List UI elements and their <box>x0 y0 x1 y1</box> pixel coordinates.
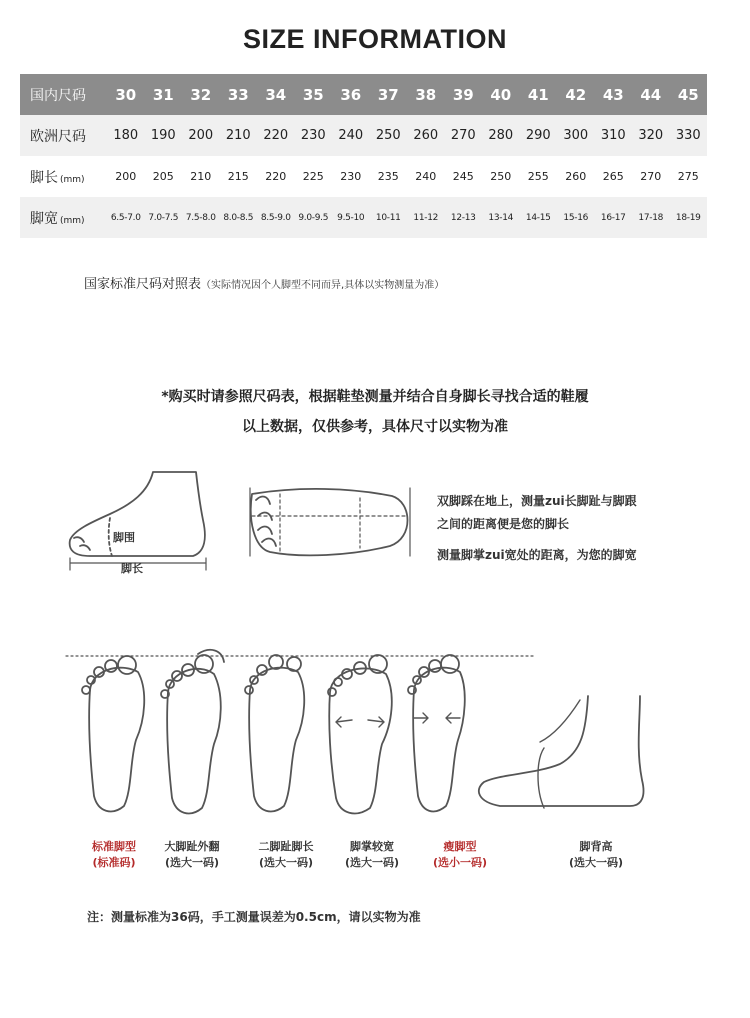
cell: 45 <box>670 74 708 115</box>
cell: 38 <box>407 74 445 115</box>
foot-type-bunion <box>142 839 242 871</box>
caption-note: （实际情况因个人脚型不同而异,具体以实物测量为准） <box>201 280 445 291</box>
instruction-line-2: 以上数据，仅供参考，具体尺寸以实物为准 <box>242 419 508 435</box>
instruction-line-1: *购买时请参照尺码表，根据鞋垫测量并结合自身脚长寻找合适的鞋履 <box>161 389 589 405</box>
foot-type-name: 大脚趾外翻 <box>164 840 220 853</box>
cell: 280 <box>482 115 520 156</box>
cell: 39 <box>445 74 483 115</box>
cell: 260 <box>407 115 445 156</box>
cell: 32 <box>182 74 220 115</box>
foot-type-advice: (选大一码) <box>568 856 624 869</box>
cell: 40 <box>482 74 520 115</box>
cell: 14-15 <box>520 197 558 238</box>
cell: 12-13 <box>445 197 483 238</box>
cell: 13-14 <box>482 197 520 238</box>
top-foot-illustration <box>250 488 410 556</box>
cell: 210 <box>182 156 220 197</box>
cell: 230 <box>295 115 333 156</box>
cell: 205 <box>145 156 183 197</box>
cell: 16-17 <box>595 197 633 238</box>
foot-type-advice: (选大一码) <box>164 856 220 869</box>
cell: 220 <box>257 156 295 197</box>
row-label: 脚宽 (mm) <box>20 197 107 238</box>
cell: 220 <box>257 115 295 156</box>
foot-type-advice: (选大一码) <box>258 856 314 869</box>
cell: 36 <box>332 74 370 115</box>
cell: 35 <box>295 74 333 115</box>
cell: 250 <box>370 115 408 156</box>
cell: 7.5-8.0 <box>182 197 220 238</box>
cell: 260 <box>557 156 595 197</box>
row-label: 欧洲尺码 <box>20 115 107 156</box>
cell: 44 <box>632 74 670 115</box>
foot-standard-illustration <box>82 656 144 811</box>
measure-note-3: 测量脚掌zui宽处的距离，为您的脚宽 <box>437 548 637 562</box>
side-foot-illustration <box>70 472 206 575</box>
cell: 41 <box>520 74 558 115</box>
cell: 250 <box>482 156 520 197</box>
cell: 42 <box>557 74 595 115</box>
cell: 300 <box>557 115 595 156</box>
cell: 180 <box>107 115 145 156</box>
foot-type-advice: (选小一码) <box>432 856 488 869</box>
cell: 190 <box>145 115 183 156</box>
cell: 320 <box>632 115 670 156</box>
page-title: SIZE INFORMATION <box>243 24 507 54</box>
cell: 230 <box>332 156 370 197</box>
cell: 200 <box>107 156 145 197</box>
cell: 255 <box>520 156 558 197</box>
cell: 18-19 <box>670 197 708 238</box>
cell: 210 <box>220 115 258 156</box>
cell: 270 <box>632 156 670 197</box>
cell: 215 <box>220 156 258 197</box>
cell: 43 <box>595 74 633 115</box>
cell: 9.5-10 <box>332 197 370 238</box>
foot-type-name: 二脚趾脚长 <box>258 840 314 853</box>
foot-type-name: 脚掌较宽 <box>350 840 394 853</box>
cell: 225 <box>295 156 333 197</box>
cell: 34 <box>257 74 295 115</box>
cell: 7.0-7.5 <box>145 197 183 238</box>
measure-note-1: 双脚踩在地上，测量zui长脚趾与脚跟 <box>437 494 637 508</box>
foot-type-second-toe <box>236 839 336 871</box>
cell: 270 <box>445 115 483 156</box>
foot-second-toe-illustration <box>245 655 304 811</box>
length-label: 脚长 <box>121 562 143 575</box>
girth-label: 脚围 <box>113 531 135 544</box>
foot-type-wide <box>322 839 422 871</box>
foot-type-name: 瘦脚型 <box>443 840 477 853</box>
cell: 17-18 <box>632 197 670 238</box>
foot-type-slim <box>410 839 510 871</box>
cell: 265 <box>595 156 633 197</box>
cell: 235 <box>370 156 408 197</box>
cell: 31 <box>145 74 183 115</box>
footnote: 注：测量标准为36码，手工测量误差为0.5cm，请以实物为准 <box>87 910 421 924</box>
foot-slim-illustration <box>408 655 465 811</box>
cell: 30 <box>107 74 145 115</box>
caption-main: 国家标准尺码对照表 <box>84 277 202 292</box>
cell: 245 <box>445 156 483 197</box>
cell: 290 <box>520 115 558 156</box>
cell: 310 <box>595 115 633 156</box>
cell: 10-11 <box>370 197 408 238</box>
foot-wide-illustration <box>328 655 392 813</box>
cell: 275 <box>670 156 708 197</box>
cell: 200 <box>182 115 220 156</box>
cell: 33 <box>220 74 258 115</box>
cell: 11-12 <box>407 197 445 238</box>
foot-high-instep-illustration <box>479 696 644 808</box>
foot-type-name: 标准脚型 <box>92 840 136 853</box>
cell: 240 <box>407 156 445 197</box>
foot-type-advice: (标准码) <box>92 856 136 869</box>
cell: 240 <box>332 115 370 156</box>
cell: 8.5-9.0 <box>257 197 295 238</box>
foot-type-advice: (选大一码) <box>344 856 400 869</box>
measure-note-2: 之间的距离便是您的脚长 <box>437 517 570 531</box>
row-label: 国内尺码 <box>20 74 107 115</box>
cell: 15-16 <box>557 197 595 238</box>
foot-type-name: 脚背高 <box>579 840 613 853</box>
cell: 8.0-8.5 <box>220 197 258 238</box>
cell: 6.5-7.0 <box>107 197 145 238</box>
foot-bunion-illustration <box>161 650 224 814</box>
row-label: 脚长 (mm) <box>20 156 107 197</box>
foot-type-high-instep <box>546 839 646 871</box>
cell: 9.0-9.5 <box>295 197 333 238</box>
cell: 37 <box>370 74 408 115</box>
cell: 330 <box>670 115 708 156</box>
